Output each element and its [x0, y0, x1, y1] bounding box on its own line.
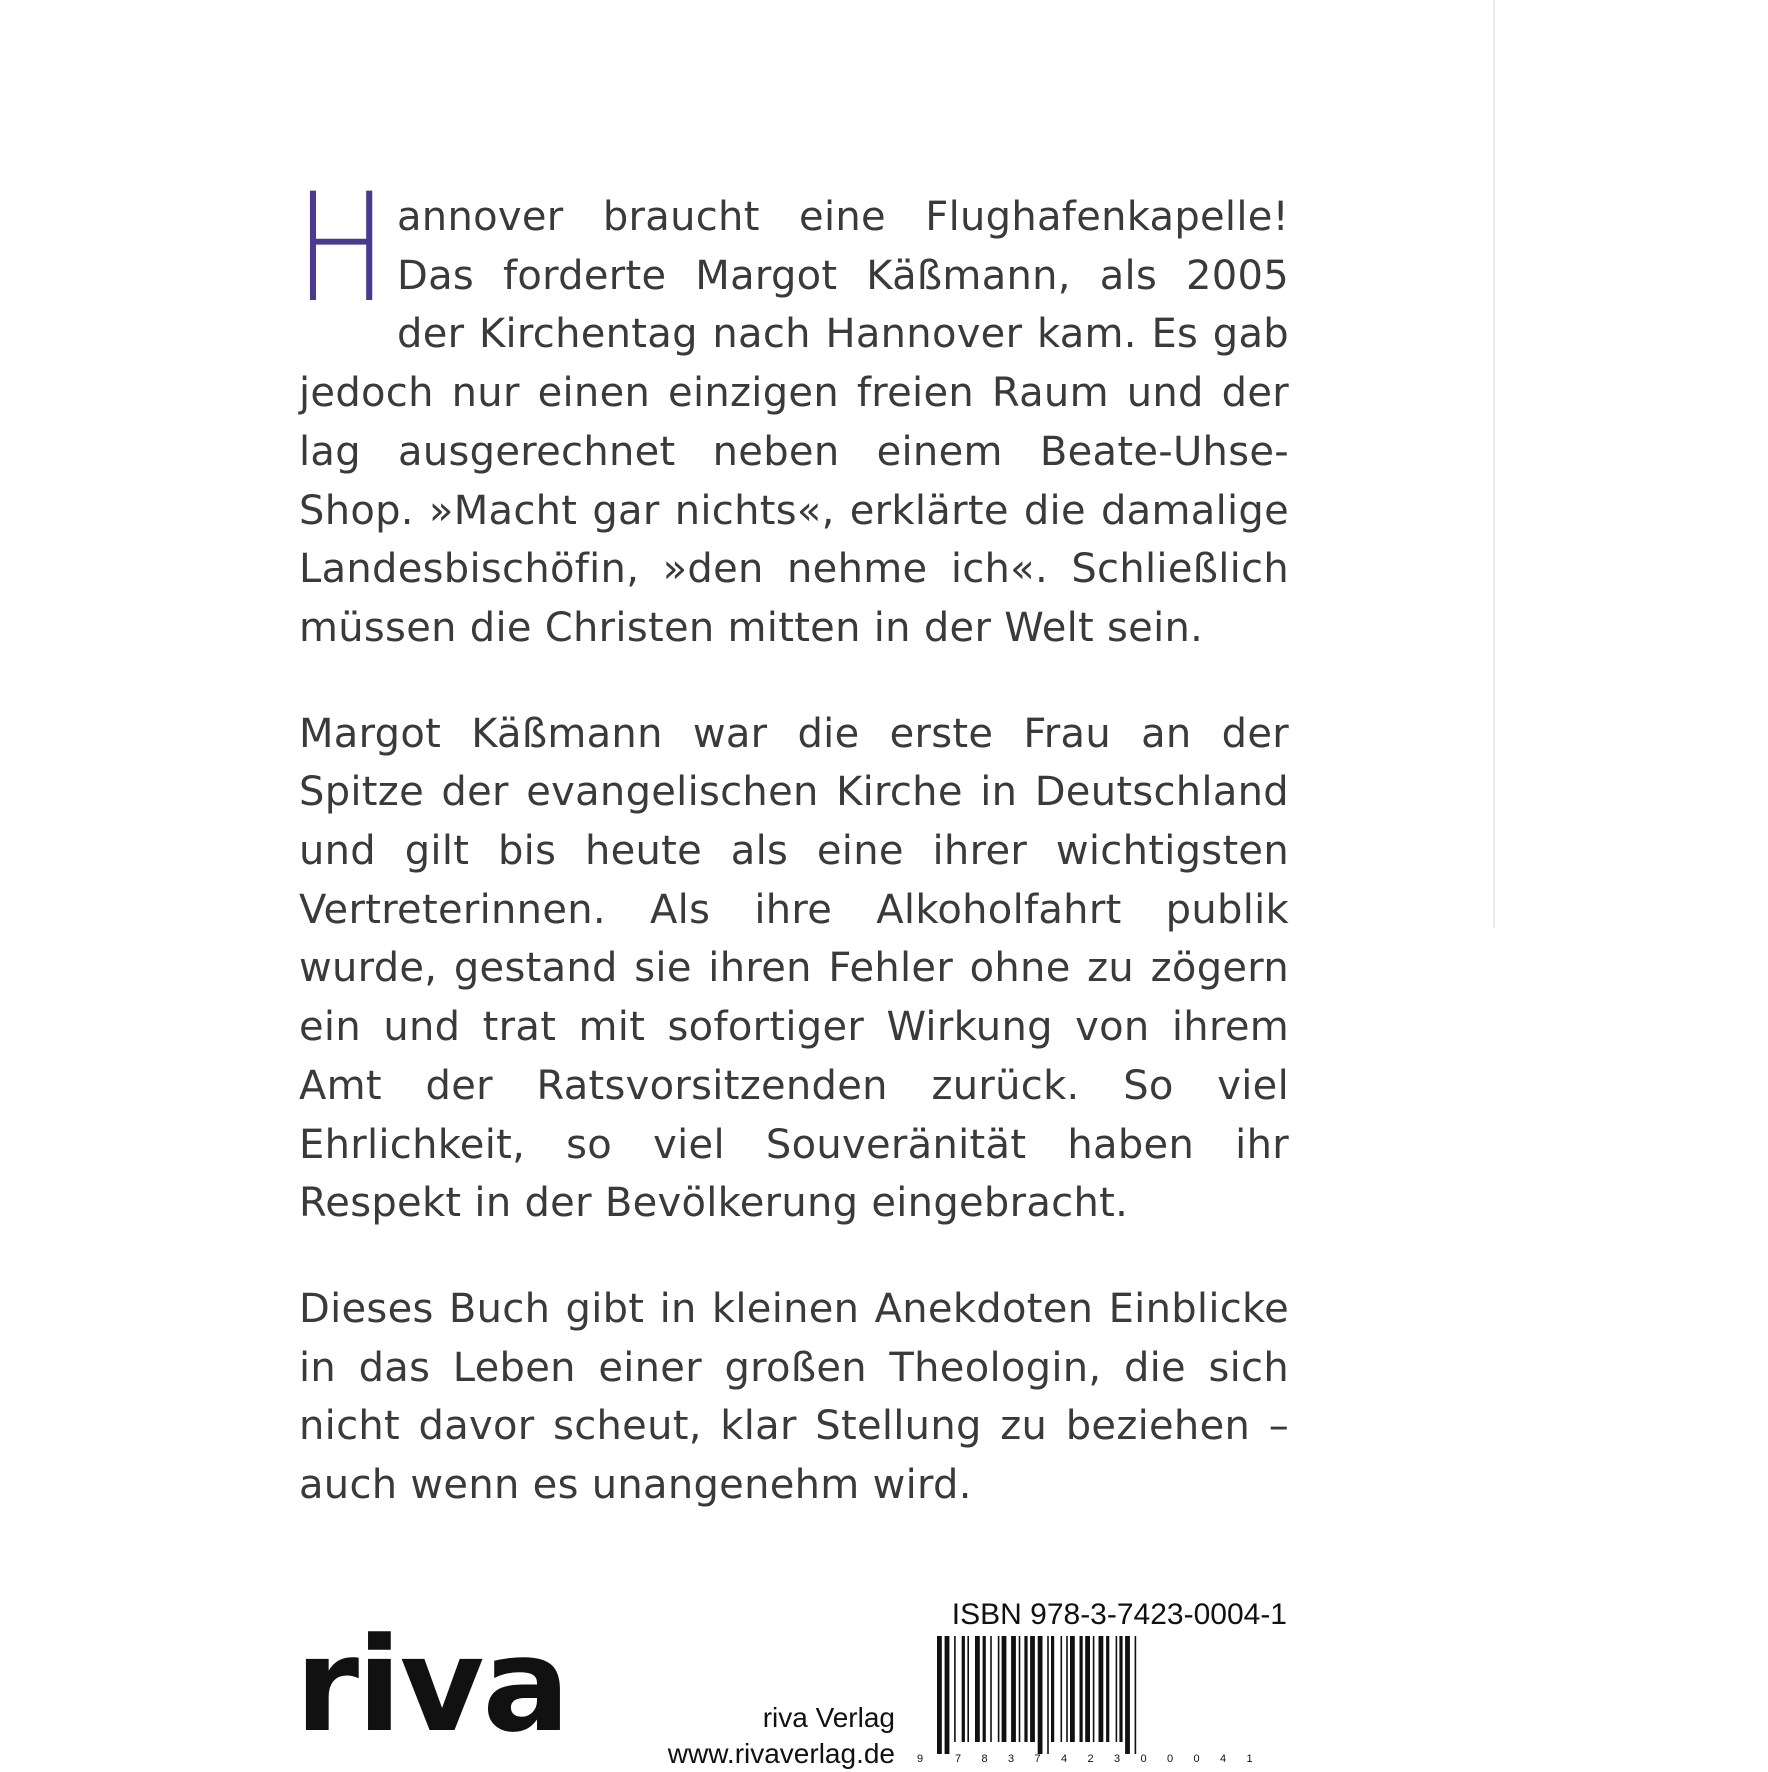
barcode-bar: [990, 1636, 992, 1742]
barcode-bar: [1135, 1636, 1137, 1754]
blurb-paragraph-1-text: annover braucht eine Flughafenkapelle! Das forderte Margot Käßmann, als 2005 der Kirchentag nach Hannover kam. Es gab jedoch nur einen einzigen freien Raum und der lag ausgerechnet neben einem Beate-Uhse-Shop. »Macht gar nichts«, erklärte die damalige Landesbischöfin, »den nehme ich«. Schließlich müssen die Christen mitten in der Welt sein.: [299, 194, 1289, 651]
barcode-bar: [1024, 1636, 1027, 1742]
barcode-digit: 7: [955, 1753, 962, 1764]
publisher-name: riva Verlag: [762, 1702, 895, 1733]
barcode-bar: [967, 1636, 969, 1742]
publisher-url[interactable]: www.rivaverlag.de: [667, 1738, 895, 1769]
riva-logo: riva: [295, 1609, 569, 1761]
barcode-bar: [1002, 1636, 1007, 1742]
barcode-bar: [1125, 1636, 1130, 1754]
barcode-bar: [1019, 1636, 1021, 1742]
barcode-bar: [1061, 1636, 1063, 1742]
barcode-digit: 1: [1246, 1753, 1253, 1764]
barcode-bar: [1106, 1636, 1109, 1742]
back-cover-blurb: [295, 162, 1289, 1515]
blurb-paragraph-2: Margot Käßmann war die erste Frau an der Spitze der evangelischen Kirche in Deutschland und gilt bis heute als eine ihrer wichtigsten Vertreterinnen. Als ihre Alkoholfahrt publik wurde, gestand sie ihren Fehler ohne zu zögern ein und trat mit sofortiger Wirkung von ihrem Amt der Ratsvorsitzenden zurück. So viel Ehrlichkeit, so viel Souveränität haben ihr Respekt in der Bevölkerung eingebracht.: [299, 710, 1289, 1227]
isbn-label: ISBN 978-3-7423-0004-1: [951, 1598, 1287, 1631]
barcode-bar: [983, 1636, 986, 1742]
barcode-digit: 2: [1087, 1753, 1094, 1764]
barcode-digit: 0: [1193, 1753, 1200, 1764]
barcode-bar: [962, 1636, 965, 1742]
barcode-digit: 0: [1167, 1753, 1174, 1764]
barcode-digit: 8: [981, 1753, 988, 1764]
barcode-bar: [937, 1636, 942, 1754]
barcode-bar: [975, 1636, 980, 1742]
barcode-digit: 4: [1220, 1753, 1227, 1764]
barcode-bar: [1099, 1636, 1104, 1742]
barcode-digit: 3: [1114, 1753, 1121, 1764]
barcode-bar: [1011, 1636, 1016, 1742]
barcode-bar: [1051, 1636, 1054, 1742]
publisher-info: [640, 1700, 895, 1772]
barcode-bar: [945, 1636, 950, 1754]
spine-guide-line: [1493, 0, 1495, 928]
barcode-bar: [954, 1636, 956, 1742]
barcode-bar: [1116, 1636, 1118, 1742]
barcode-digit: 3: [1008, 1753, 1015, 1764]
barcode-bar: [1119, 1636, 1122, 1742]
barcode-digit: 9: [917, 1753, 924, 1764]
barcode-bar: [1085, 1636, 1090, 1742]
barcode-bar: [1080, 1636, 1083, 1742]
barcode-digit: 7: [1034, 1753, 1041, 1764]
isbn-barcode: [915, 1636, 1287, 1764]
drop-cap: H: [295, 162, 388, 336]
barcode-bar: [1070, 1636, 1075, 1742]
barcode-bar: [1066, 1636, 1068, 1742]
barcode-bar: [1093, 1636, 1095, 1742]
barcode-bar: [1047, 1636, 1049, 1754]
blurb-paragraph-1: [295, 162, 1289, 658]
barcode-bar: [998, 1636, 1000, 1742]
barcode-bar: [1030, 1636, 1035, 1742]
blurb-paragraph-3: Dieses Buch gibt in kleinen Anekdoten Einblicke in das Leben einer großen Theologin, die sich nicht davor scheut, klar Stellung zu beziehen – auch wenn es unangenehm wird.: [299, 1285, 1289, 1509]
barcode-digit: 0: [1140, 1753, 1147, 1764]
barcode-digit: 4: [1061, 1753, 1068, 1764]
barcode-bar: [1038, 1636, 1043, 1754]
